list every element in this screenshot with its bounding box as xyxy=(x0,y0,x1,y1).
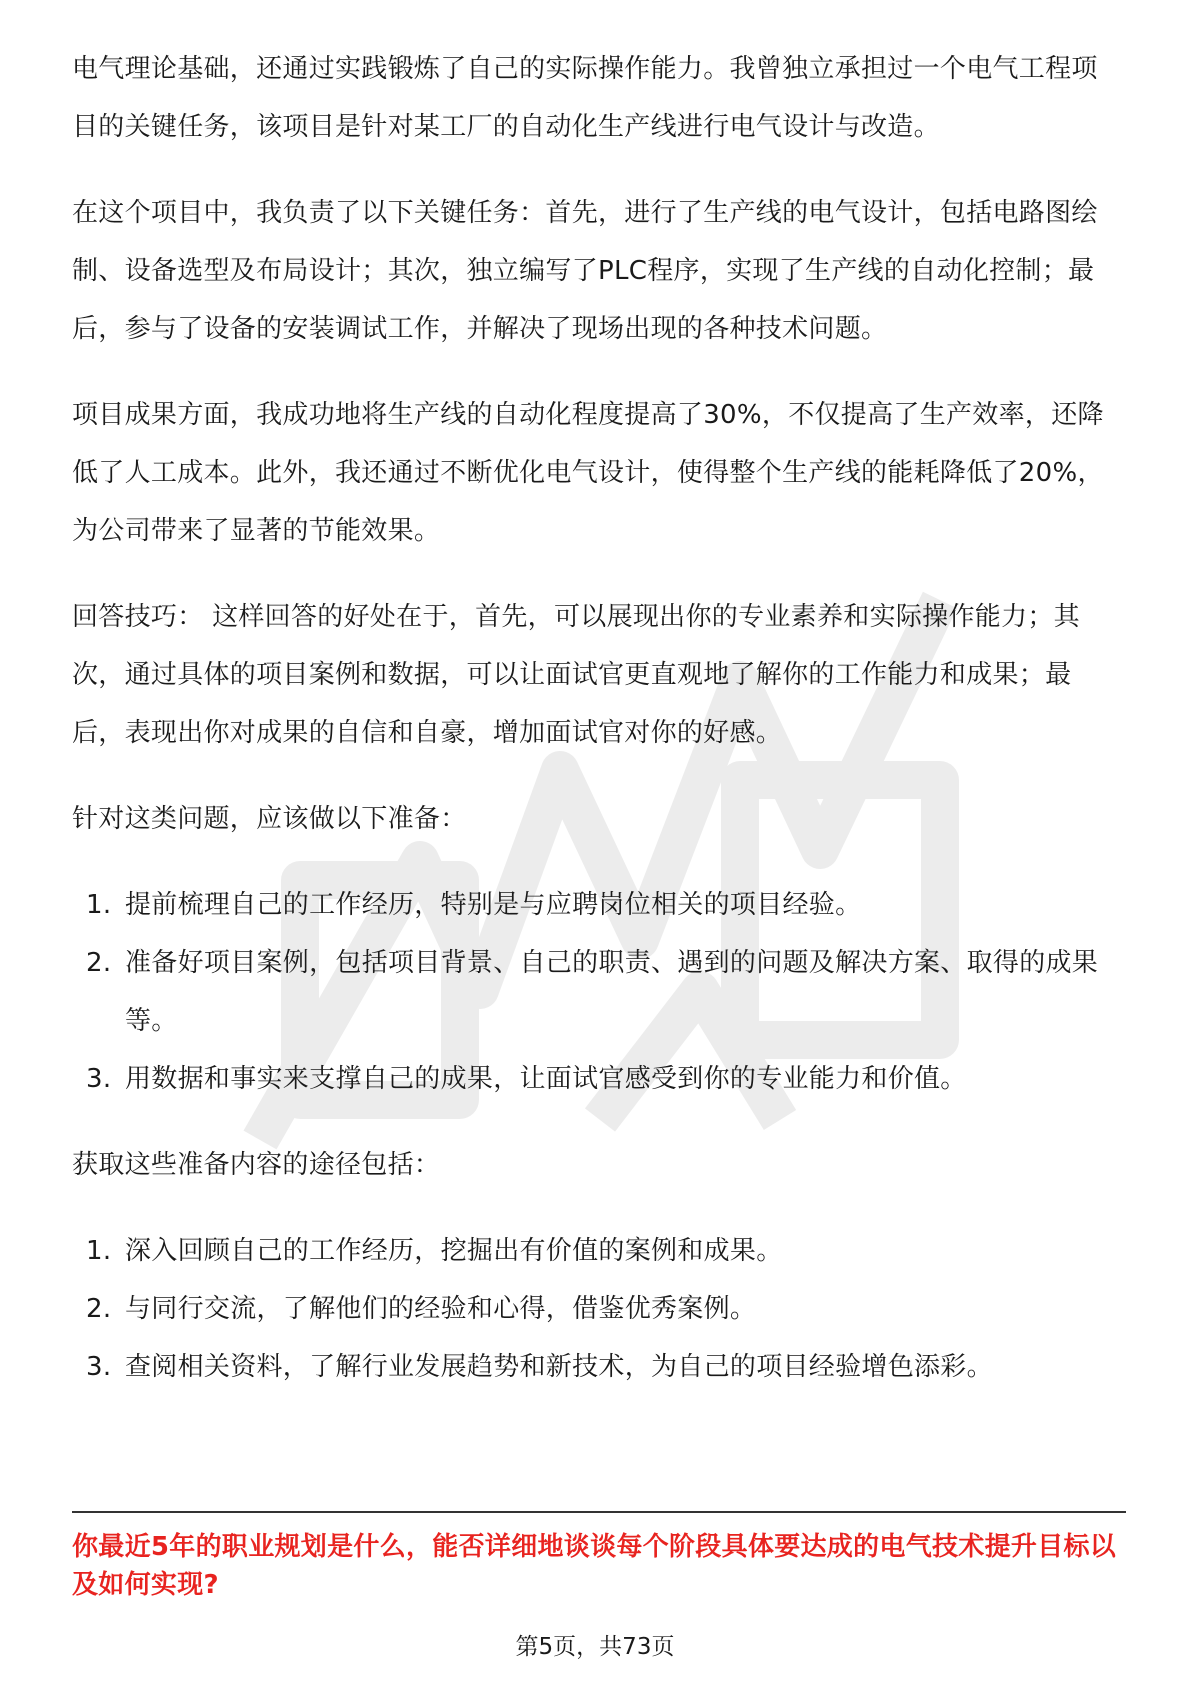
paragraph-prep-heading: 针对这类问题，应该做以下准备： xyxy=(72,804,467,834)
list-item-text: 准备好项目案例，包括项目背景、自己的职责、遇到的问题及解决方案、取得的成果等。 xyxy=(125,948,1099,1036)
next-question-heading: 你最近5年的职业规划是什么，能否详细地谈谈每个阶段具体要达成的电气技术提升目标以及如何实现? xyxy=(72,1532,1117,1600)
paragraph-sources-heading: 获取这些准备内容的途径包括： xyxy=(72,1150,441,1180)
section-divider xyxy=(72,1511,1126,1513)
paragraph-project-intro: 电气理论基础，还通过实践锻炼了自己的实际操作能力。我曾独立承担过一个电气工程项目的关键任务，该项目是针对某工厂的自动化生产线进行电气设计与改造。 xyxy=(72,54,1098,142)
list-item xyxy=(72,1050,1120,1108)
list-number: 2. xyxy=(86,948,112,978)
list-item-text: 用数据和事实来支撑自己的成果，让面试官感受到你的专业能力和价值。 xyxy=(125,1064,967,1094)
list-item-text: 深入回顾自己的工作经历，挖掘出有价值的案例和成果。 xyxy=(125,1236,783,1266)
paragraph-results: 项目成果方面，我成功地将生产线的自动化程度提高了30%，不仅提高了生产效率，还降低了人工成本。此外，我还通过不断优化电气设计，使得整个生产线的能耗降低了20%，为公司带来了显著的节能效果。 xyxy=(72,400,1104,546)
page-number: 第5页，共73页 xyxy=(515,1634,675,1660)
sources-list xyxy=(72,1222,1120,1396)
list-item-text: 查阅相关资料，了解行业发展趋势和新技术，为自己的项目经验增色添彩。 xyxy=(125,1352,993,1382)
prep-list xyxy=(72,876,1120,1108)
list-item-text: 提前梳理自己的工作经历，特别是与应聘岗位相关的项目经验。 xyxy=(125,890,862,920)
list-item xyxy=(72,1222,1120,1280)
list-number: 2. xyxy=(86,1294,112,1324)
list-item xyxy=(72,1338,1120,1396)
list-number: 1. xyxy=(86,890,112,920)
list-item xyxy=(72,1280,1120,1338)
list-item-text: 与同行交流，了解他们的经验和心得，借鉴优秀案例。 xyxy=(125,1294,757,1324)
paragraph-answer-tips: 回答技巧： 这样回答的好处在于，首先，可以展现出你的专业素养和实际操作能力；其次，通过具体的项目案例和数据，可以让面试官更直观地了解你的工作能力和成果；最后，表现出你对成果的自信和自豪，增加面试官对你的好感。 xyxy=(72,602,1080,748)
list-item xyxy=(72,876,1120,934)
list-item xyxy=(72,934,1120,1050)
list-number: 3. xyxy=(86,1064,112,1094)
paragraph-key-tasks: 在这个项目中，我负责了以下关键任务：首先，进行了生产线的电气设计，包括电路图绘制、设备选型及布局设计；其次，独立编写了PLC程序，实现了生产线的自动化控制；最后，参与了设备的安装调试工作，并解决了现场出现的各种技术问题。 xyxy=(72,198,1098,344)
list-number: 3. xyxy=(86,1352,112,1382)
list-number: 1. xyxy=(86,1236,112,1266)
document-body xyxy=(72,40,1120,1424)
